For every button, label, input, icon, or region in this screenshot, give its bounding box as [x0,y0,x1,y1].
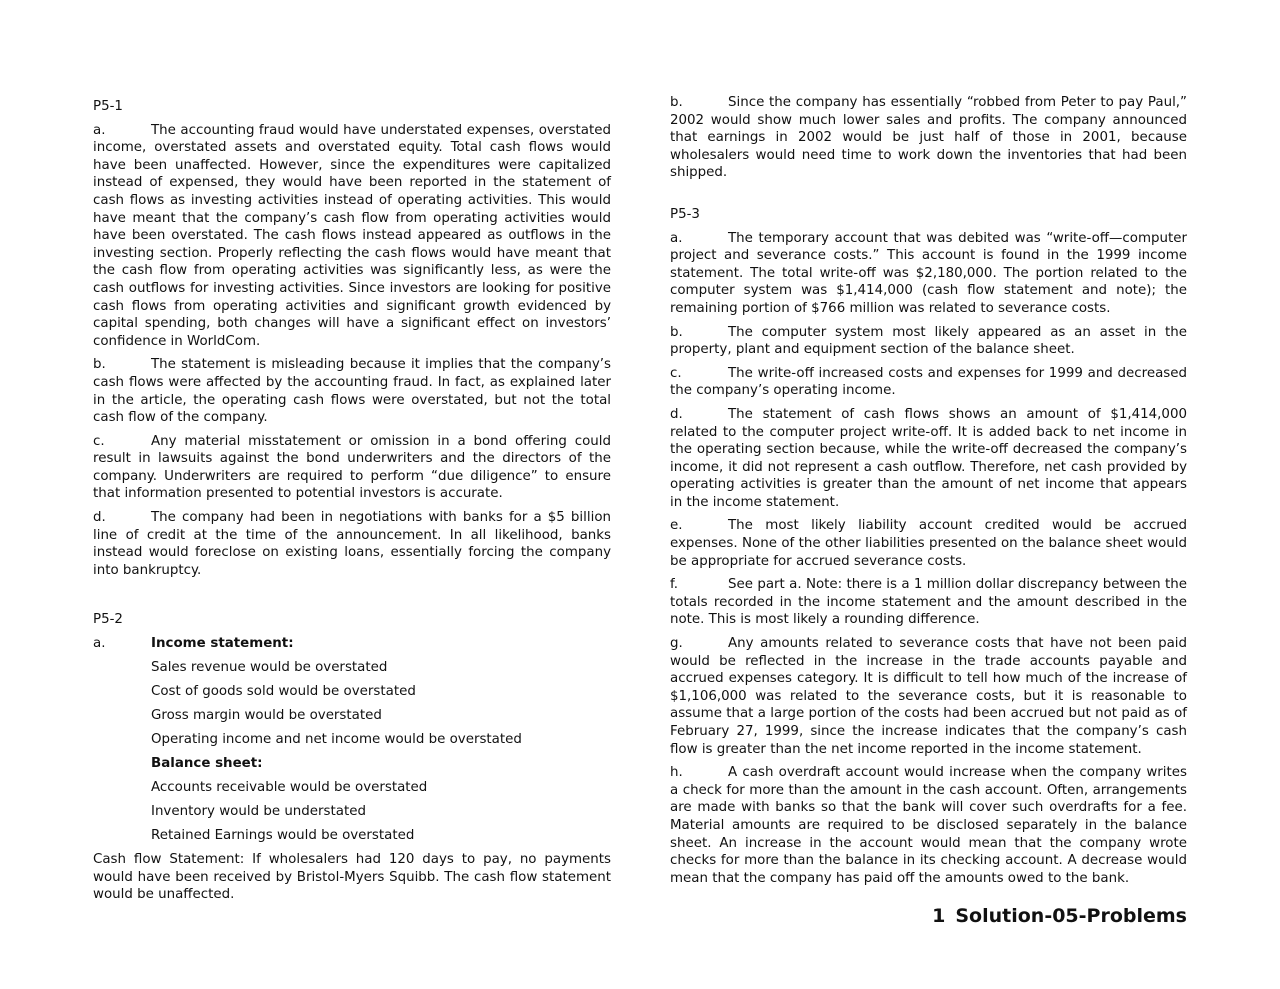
item-label: f. [670,577,678,593]
page-footer [932,905,1187,927]
item-text: The statement of cash flows shows an amount of $1,414,000 related to the computer project write-off. It is added back to net income in the operating section because, while the write-off decreased the company’s income, it did not represent a cash outflow. Therefore, net cash provided by operating activities is greater than the amount of net income that appears in the income statement. [670,406,1187,510]
balance-sheet-heading [93,755,611,773]
paragraph-p5-1-a [93,122,611,351]
item-label: h. [670,765,683,781]
paragraph-p5-3-b [670,324,1187,359]
document-title: Solution-05-Problems [955,905,1187,927]
paragraph-p5-1-d [93,509,611,579]
income-statement-row [93,635,611,653]
list-item: Sales revenue would be overstated [151,660,388,676]
item-text: The write-off increased costs and expenses for 1999 and decreased the company’s operating income. [670,365,1187,399]
item-label: d. [670,406,683,422]
paragraph-p5-3-d [670,406,1187,512]
cash-flow-paragraph: Cash flow Statement: If wholesalers had 120 days to pay, no payments would have been received by Bristol-Myers Squibb. The cash flow statement would be unaffected. [93,852,611,903]
paragraph-p5-3-f [670,576,1187,629]
item-label: a. [93,122,106,138]
list-item: Gross margin would be overstated [151,708,382,724]
list-item: Retained Earnings would be overstated [151,828,415,844]
paragraph-p5-1-c [93,433,611,503]
item-label: d. [93,510,106,526]
section-heading-p5-1: P5-1 [93,99,123,114]
income-statement-heading: Income statement: [151,636,294,652]
section-heading-p5-3: P5-3 [670,206,700,222]
item-text: The temporary account that was debited was “write-off—computer project and severance costs.” This account is found in the 1999 income statement. The total write-off was $2,180,000. The portion related to the computer system was $1,414,000 (cash flow statement and note); the remaining portion of $766 million was related to severance costs. [670,230,1187,316]
item-text: The computer system most likely appeared as an asset in the property, plant and equipment section of the balance sheet. [670,324,1187,358]
item-label: g. [670,636,683,652]
item-label: c. [670,365,682,381]
item-label: b. [670,324,683,340]
balance-sheet-heading-text: Balance sheet: [151,756,263,772]
paragraph-p5-1-b [93,356,611,426]
item-text: The company had been in negotiations with banks for a $5 billion line of credit at the time of the announcement. In all likelihood, banks instead would foreclose on existing loans, essentially forcing the company into bankruptcy. [93,510,611,578]
paragraph-p5-3-h [670,764,1187,887]
list-item: Inventory would be understated [151,804,366,820]
item-text: Any amounts related to severance costs that have not been paid would be reflected in the increase in the trade accounts payable and accrued expenses category. It is difficult to tell how much of the increase of $1,106,000 was related to the severance costs, but it is reasonable to assume that a large portion of the costs had been accrued but not paid as of February 27, 1999, since the increase indicates that the company’s cash flow is greater than the net income reported in the income statement. [670,636,1187,757]
item-text: A cash overdraft account would increase when the company writes a check for more than the amount in the cash account. Often, arrangements are made with banks so that the bank will cover such overdrafts for a fee. Material amounts are required to be disclosed separately in the balance sheet. An increase in the account would mean that the company wrote checks for more than the balance in its checking account. A decrease would mean that the company has paid off the amounts owed to the bank. [670,765,1187,886]
item-text: The statement is misleading because it implies that the company’s cash flows were affected by the accounting fraud. In fact, as explained later in the article, the operating cash flows were overstated, but not the total cash flow of the company. [93,357,611,426]
item-text: Any material misstatement or omission in a bond offering could result in lawsuits against the bond underwriters and the directors of the company. Underwriters are required to perform “due diligence” to ensure that information presented to potential investors is accurate. [93,433,611,502]
paragraph-p5-3-g [670,635,1187,758]
item-label: a. [670,230,683,246]
item-label: c. [93,433,105,449]
item-label: b. [670,95,683,110]
page-number: 1 [932,905,946,927]
list-item: Cost of goods sold would be overstated [151,684,416,700]
section-heading-p5-2: P5-2 [93,612,123,628]
left-column [93,98,611,904]
item-text: The most likely liability account credited would be accrued expenses. None of the other liabilities presented on the balance sheet would be appropriate for accrued severance costs. [670,518,1187,569]
item-text: See part a. Note: there is a 1 million dollar discrepancy between the totals recorded in the income statement and the amount described in the note. This is most likely a rounding difference. [670,577,1187,628]
right-column [670,94,1187,887]
paragraph-p5-3-e [670,517,1187,570]
item-label: b. [93,357,106,373]
paragraph-p5-2-b [670,94,1187,182]
item-text: The accounting fraud would have understated expenses, overstated income, overstated assets and overstated equity. Total cash flows would have been unaffected. However, since the expenditures were capitalized instead of expensed, they would have been reported in the statement of cash flows as investing activities instead of operating activities. This would have meant that the company’s cash flow from operating activities would have been overstated. The cash flows instead appeared as outflows in the investing section. Properly reflecting the cash flows would have meant that the cash flow from operating activities was significantly less, as were the cash outflows for investing activities. Since investors are looking for positive cash flows from operating activities and significant growth evidenced by capital spending, both changes will have a significant effect on investors’ confidence in WorldCom. [93,122,611,349]
paragraph-p5-3-c [670,365,1187,400]
item-text: Since the company has essentially “robbed from Peter to pay Paul,” 2002 would show much lower sales and profits. The company announced that earnings in 2002 would be just half of those in 2001, because wholesalers would need time to work down the inventories that had been shipped. [670,95,1187,181]
item-label: e. [670,518,683,534]
paragraph-p5-3-a [670,230,1187,318]
item-label: a. [93,636,106,652]
list-item: Accounts receivable would be overstated [151,780,428,796]
list-item: Operating income and net income would be overstated [151,732,522,748]
